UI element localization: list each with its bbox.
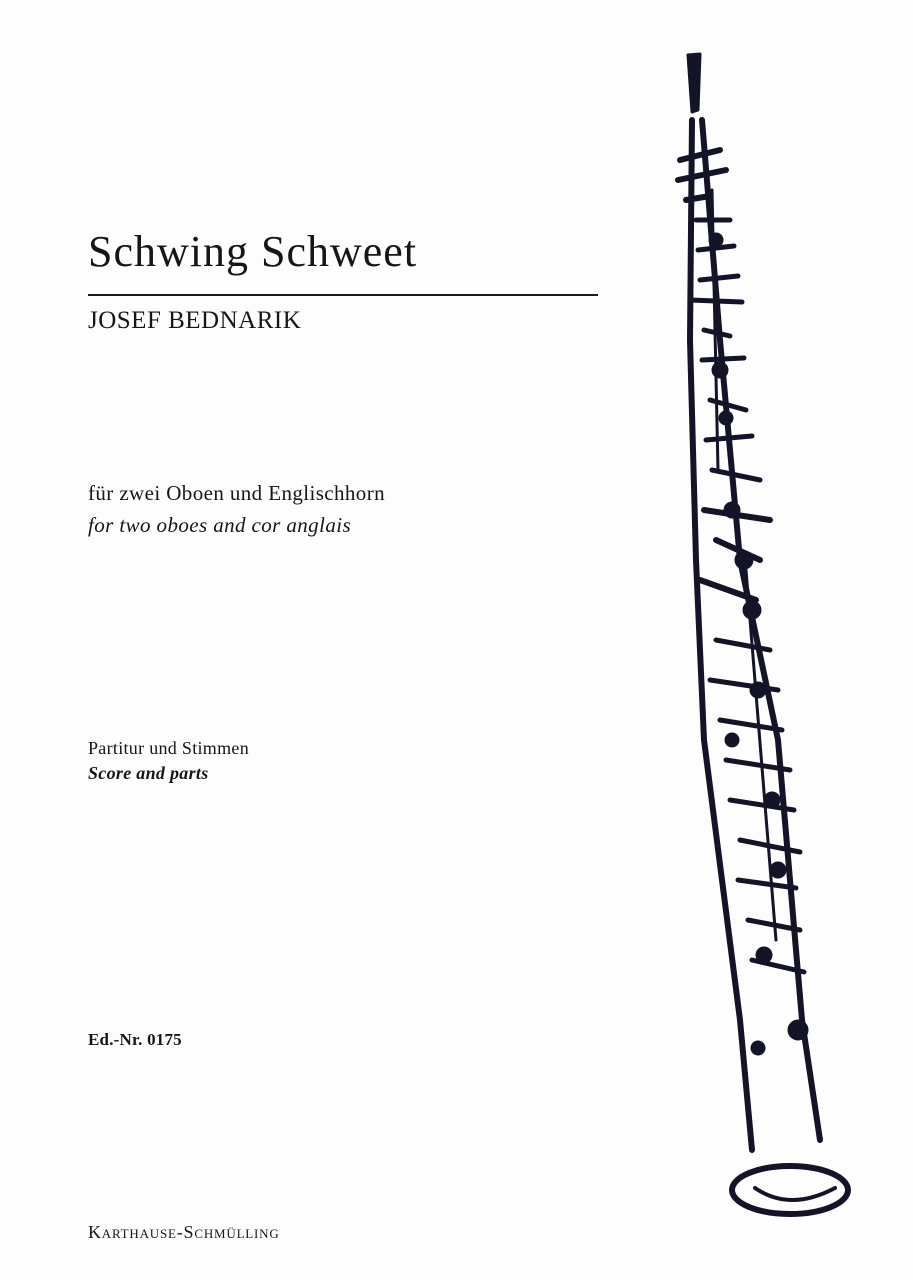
instrumentation-english: for two oboes and cor anglais bbox=[88, 513, 352, 537]
title-divider bbox=[88, 294, 598, 296]
publisher-name: Karthause-Schmülling bbox=[88, 1222, 280, 1242]
instrumentation-german: für zwei Oboen und Englischhorn bbox=[88, 481, 385, 505]
page-title: Schwing Schweet bbox=[88, 227, 418, 276]
contents-english: Score and parts bbox=[88, 763, 209, 783]
oboe-drawing-icon bbox=[660, 40, 870, 1240]
edition-number: Ed.-Nr. 0175 bbox=[88, 1030, 182, 1049]
composer-name: JOSEF BEDNARIK bbox=[88, 307, 302, 334]
contents-german: Partitur und Stimmen bbox=[88, 738, 249, 758]
